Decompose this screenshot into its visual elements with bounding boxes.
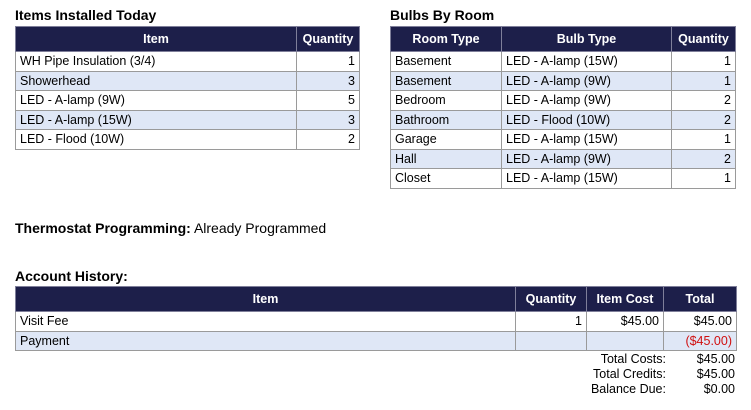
table-row <box>16 71 360 91</box>
quantity-cell: 2 <box>672 110 736 130</box>
item-cost-cell: $45.00 <box>587 312 664 332</box>
column-header-item: Item <box>16 287 516 312</box>
item-cell: WH Pipe Insulation (3/4) <box>16 52 297 72</box>
quantity-cell: 1 <box>516 312 587 332</box>
item-cell: LED - A-lamp (9W) <box>16 91 297 111</box>
table-header-row <box>16 287 737 312</box>
column-header-bulb-type: Bulb Type <box>502 27 672 52</box>
bulb-cell: LED - A-lamp (9W) <box>502 71 672 91</box>
bulb-cell: LED - A-lamp (9W) <box>502 149 672 169</box>
total-cell: $45.00 <box>664 312 737 332</box>
column-header-quantity: Quantity <box>672 27 736 52</box>
column-header-total: Total <box>664 287 737 312</box>
quantity-cell: 2 <box>672 149 736 169</box>
items-installed-title: Items Installed Today <box>15 7 157 23</box>
room-cell: Hall <box>391 149 502 169</box>
column-header-quantity: Quantity <box>516 287 587 312</box>
account-history-title: Account History: <box>15 268 128 284</box>
bulb-cell: LED - A-lamp (15W) <box>502 52 672 72</box>
column-header-quantity: Quantity <box>297 27 360 52</box>
quantity-cell: 2 <box>297 130 360 150</box>
bulb-cell: LED - A-lamp (15W) <box>502 169 672 189</box>
item-cell: Visit Fee <box>16 312 516 332</box>
item-cell: Showerhead <box>16 71 297 91</box>
account-history-table <box>15 286 737 351</box>
column-header-item-cost: Item Cost <box>587 287 664 312</box>
table-row <box>16 130 360 150</box>
table-row <box>391 71 736 91</box>
item-cost-cell <box>587 331 664 351</box>
item-cell: Payment <box>16 331 516 351</box>
column-header-item: Item <box>16 27 297 52</box>
table-header-row <box>391 27 736 52</box>
balance-due-value: $0.00 <box>703 382 735 396</box>
table-row <box>391 130 736 150</box>
room-cell: Closet <box>391 169 502 189</box>
quantity-cell: 1 <box>672 169 736 189</box>
room-cell: Bathroom <box>391 110 502 130</box>
quantity-cell: 3 <box>297 110 360 130</box>
total-cell: ($45.00) <box>664 331 737 351</box>
table-row <box>16 312 737 332</box>
column-header-room-type: Room Type <box>391 27 502 52</box>
room-cell: Garage <box>391 130 502 150</box>
quantity-cell: 5 <box>297 91 360 111</box>
thermostat-value: Already Programmed <box>193 220 327 236</box>
table-row <box>391 169 736 189</box>
quantity-cell: 2 <box>672 91 736 111</box>
room-cell: Basement <box>391 52 502 72</box>
table-row <box>391 149 736 169</box>
total-costs-value: $45.00 <box>696 352 735 366</box>
quantity-cell: 1 <box>672 52 736 72</box>
bulb-cell: LED - A-lamp (15W) <box>502 130 672 150</box>
quantity-cell <box>516 331 587 351</box>
table-row <box>16 91 360 111</box>
table-row <box>16 52 360 72</box>
summary-labels <box>560 352 666 398</box>
table-row <box>391 52 736 72</box>
quantity-cell: 1 <box>297 52 360 72</box>
total-costs-label: Total Costs: <box>600 352 666 366</box>
bulbs-by-room-table <box>390 26 736 189</box>
table-row <box>391 91 736 111</box>
bulbs-by-room-title: Bulbs By Room <box>390 7 495 23</box>
room-cell: Bedroom <box>391 91 502 111</box>
total-credits-value: $45.00 <box>696 367 735 381</box>
balance-due-label: Balance Due: <box>590 382 666 396</box>
total-credits-label: Total Credits: <box>593 367 666 381</box>
thermostat-label: Thermostat Programming: <box>15 220 191 236</box>
quantity-cell: 3 <box>297 71 360 91</box>
summary-values <box>670 352 735 398</box>
item-cell: LED - Flood (10W) <box>16 130 297 150</box>
thermostat-line <box>15 220 326 236</box>
quantity-cell: 1 <box>672 71 736 91</box>
quantity-cell: 1 <box>672 130 736 150</box>
table-row <box>391 110 736 130</box>
item-cell: LED - A-lamp (15W) <box>16 110 297 130</box>
bulb-cell: LED - Flood (10W) <box>502 110 672 130</box>
bulb-cell: LED - A-lamp (9W) <box>502 91 672 111</box>
table-row <box>16 331 737 351</box>
items-installed-table <box>15 26 360 150</box>
room-cell: Basement <box>391 71 502 91</box>
table-header-row <box>16 27 360 52</box>
table-row <box>16 110 360 130</box>
